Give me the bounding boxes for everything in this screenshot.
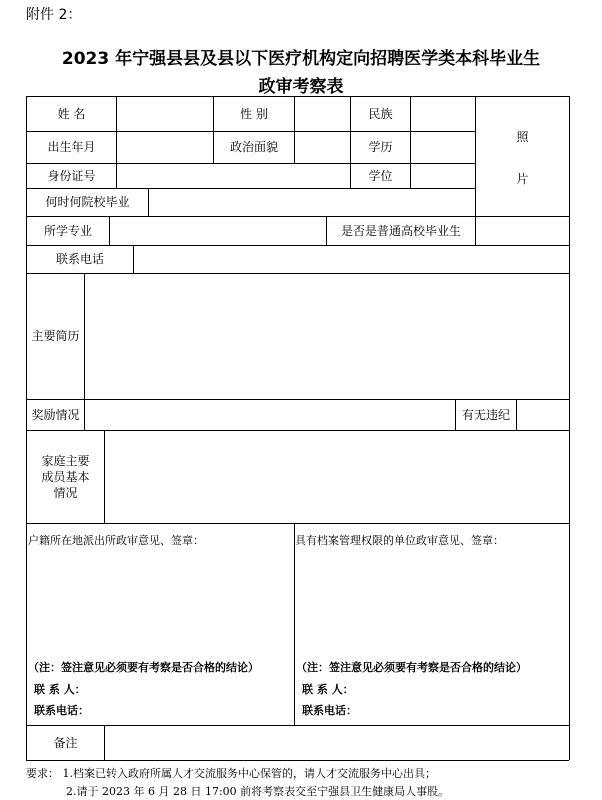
label-degree: 学位 <box>368 168 393 183</box>
label-family-line2: 成员基本 <box>41 469 90 484</box>
resume-field[interactable] <box>85 274 569 399</box>
major-field[interactable] <box>110 217 326 245</box>
archive-note: （注：签注意见必须要有考察是否合格的结论） <box>296 661 527 674</box>
remarks-field[interactable] <box>105 726 569 760</box>
label-awards: 奖励情况 <box>31 407 80 422</box>
table-border-right <box>569 96 570 760</box>
education-field[interactable] <box>411 132 475 163</box>
table-border-bottom <box>26 760 569 761</box>
label-phone: 联系电话 <box>55 252 104 267</box>
label-family <box>27 431 104 523</box>
graduation-field[interactable] <box>149 189 475 216</box>
label-birth: 出生年月 <box>47 140 96 155</box>
label-ethnicity: 民族 <box>368 106 393 121</box>
police-opinion-label: 户籍所在地派出所政审意见、签章： <box>28 534 204 547</box>
grid-line <box>26 523 569 524</box>
police-contact-person: 联 系 人： <box>34 683 86 696</box>
archive-contact-person: 联 系 人： <box>302 683 354 696</box>
police-contact-phone: 联系电话： <box>34 704 89 717</box>
photo-box[interactable] <box>476 97 569 216</box>
label-major: 所学专业 <box>43 223 92 238</box>
discipline-field[interactable] <box>517 400 569 430</box>
label-general-college: 是否是普通高校毕业生 <box>340 223 461 238</box>
label-id-number: 身份证号 <box>47 168 96 183</box>
political-status-field[interactable] <box>295 132 350 163</box>
label-education: 学历 <box>368 140 393 155</box>
form-subtitle: 政审考察表 <box>258 77 344 97</box>
annex-label: 附件 2： <box>26 7 82 23</box>
general-college-field[interactable] <box>476 217 569 245</box>
archive-opinion-field[interactable] <box>295 550 569 655</box>
label-remarks: 备注 <box>53 735 78 750</box>
id-number-field[interactable] <box>117 164 350 188</box>
photo-label-top: 照 <box>516 130 529 144</box>
ethnicity-field[interactable] <box>411 97 475 131</box>
police-note: （注：签注意见必须要有考察是否合格的结论） <box>28 661 259 674</box>
label-family-line3: 情况 <box>53 486 78 501</box>
requirement-1: 要求： 1.档案已转入政府所属人才交流服务中心保管的，请人才交流服务中心出具； <box>26 767 436 780</box>
label-family-line1: 家庭主要 <box>41 453 90 468</box>
form-title: 2023 年宁强县县及县以下医疗机构定向招聘医学类本科毕业生 <box>61 49 541 69</box>
requirement-2: 2.请于 2023 年 6 月 28 日 17:00 前将考察表交至宁强县卫生健康局人事股。 <box>66 785 450 798</box>
awards-field[interactable] <box>85 400 455 430</box>
label-resume: 主要简历 <box>31 329 80 344</box>
gender-field[interactable] <box>295 97 350 131</box>
label-gender: 性 别 <box>240 106 268 121</box>
label-political-status: 政治面貌 <box>229 140 278 155</box>
phone-field[interactable] <box>134 246 569 273</box>
label-discipline: 有无违纪 <box>461 407 510 422</box>
police-opinion-field[interactable] <box>27 550 294 655</box>
label-name: 姓 名 <box>57 106 86 121</box>
label-graduation: 何时何院校毕业 <box>45 195 130 210</box>
birth-field[interactable] <box>117 132 213 163</box>
archive-contact-phone: 联系电话： <box>302 704 357 717</box>
degree-field[interactable] <box>411 164 475 188</box>
family-field[interactable] <box>105 431 569 523</box>
name-field[interactable] <box>117 97 213 131</box>
photo-label-bottom: 片 <box>516 172 529 187</box>
archive-opinion-label: 具有档案管理权限的单位政审意见、签章： <box>295 534 504 547</box>
